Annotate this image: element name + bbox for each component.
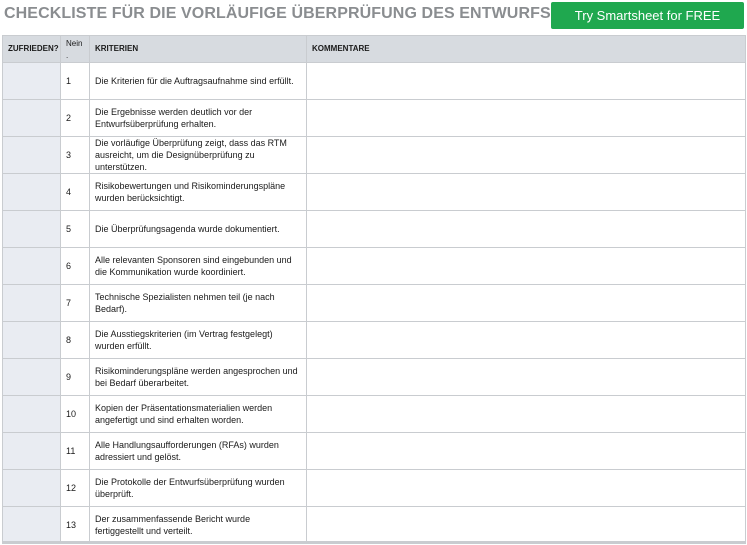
comment-cell[interactable] [307, 433, 746, 470]
row-number: 12 [61, 470, 90, 507]
criterion-text: Alle relevanten Sponsoren sind eingebunden und die Kommunikation wurde koordiniert. [90, 248, 307, 285]
comment-cell[interactable] [307, 211, 746, 248]
satisfied-cell[interactable] [3, 100, 61, 137]
comment-cell[interactable] [307, 359, 746, 396]
satisfied-cell[interactable] [3, 470, 61, 507]
table-row [3, 211, 746, 248]
col-header-satisfied: ZUFRIEDEN? [3, 36, 61, 63]
comment-cell[interactable] [307, 174, 746, 211]
table-row [3, 137, 746, 174]
row-number: 5 [61, 211, 90, 248]
row-number: 8 [61, 322, 90, 359]
satisfied-cell[interactable] [3, 359, 61, 396]
satisfied-cell[interactable] [3, 137, 61, 174]
checklist-table [2, 35, 746, 544]
row-number: 1 [61, 63, 90, 100]
comment-cell[interactable] [307, 100, 746, 137]
row-number: 10 [61, 396, 90, 433]
page-title: CHECKLISTE FÜR DIE VORLÄUFIGE ÜBERPRÜFUNG DES ENTWURFS [4, 5, 551, 22]
satisfied-cell[interactable] [3, 174, 61, 211]
criterion-text: Risikobewertungen und Risikominderungspläne wurden berücksichtigt. [90, 174, 307, 211]
table-row [3, 248, 746, 285]
criterion-text: Die Protokolle der Entwurfsüberprüfung wurden überprüft. [90, 470, 307, 507]
criterion-text: Technische Spezialisten nehmen teil (je nach Bedarf). [90, 285, 307, 322]
table-row [3, 433, 746, 470]
table-row [3, 285, 746, 322]
col-header-comments: KOMMENTARE [307, 36, 746, 63]
table-row [3, 174, 746, 211]
row-number: 4 [61, 174, 90, 211]
col-header-number: Nein . [61, 36, 90, 63]
satisfied-cell[interactable] [3, 322, 61, 359]
col-header-criteria: KRITERIEN [90, 36, 307, 63]
criterion-text: Kopien der Präsentationsmaterialien werden angefertigt und sind erhalten worden. [90, 396, 307, 433]
table-row [3, 322, 746, 359]
criterion-text: Alle Handlungsaufforderungen (RFAs) wurden adressiert und gelöst. [90, 433, 307, 470]
table-row [3, 470, 746, 507]
comment-cell[interactable] [307, 137, 746, 174]
criterion-text: Der zusammenfassende Bericht wurde fertiggestellt und verteilt. [90, 507, 307, 544]
satisfied-cell[interactable] [3, 285, 61, 322]
header-row [3, 36, 746, 63]
comment-cell[interactable] [307, 396, 746, 433]
row-number: 13 [61, 507, 90, 544]
row-number: 6 [61, 248, 90, 285]
comment-cell[interactable] [307, 248, 746, 285]
row-number: 7 [61, 285, 90, 322]
table-bottom-border [2, 541, 745, 543]
criterion-text: Die Überprüfungsagenda wurde dokumentiert. [90, 211, 307, 248]
satisfied-cell[interactable] [3, 63, 61, 100]
criterion-text: Die vorläufige Überprüfung zeigt, dass das RTM ausreicht, um die Designüberprüfung zu unterstützen. [90, 137, 307, 174]
table-row [3, 63, 746, 100]
satisfied-cell[interactable] [3, 248, 61, 285]
row-number: 3 [61, 137, 90, 174]
table-row [3, 396, 746, 433]
comment-cell[interactable] [307, 285, 746, 322]
table-row [3, 359, 746, 396]
try-smartsheet-button[interactable]: Try Smartsheet for FREE [551, 2, 744, 29]
table-row [3, 507, 746, 544]
row-number: 2 [61, 100, 90, 137]
criterion-text: Die Kriterien für die Auftragsaufnahme sind erfüllt. [90, 63, 307, 100]
comment-cell[interactable] [307, 470, 746, 507]
satisfied-cell[interactable] [3, 396, 61, 433]
criterion-text: Risikominderungspläne werden angesprochen und bei Bedarf überarbeitet. [90, 359, 307, 396]
satisfied-cell[interactable] [3, 433, 61, 470]
criterion-text: Die Ergebnisse werden deutlich vor der Entwurfsüberprüfung erhalten. [90, 100, 307, 137]
comment-cell[interactable] [307, 322, 746, 359]
satisfied-cell[interactable] [3, 211, 61, 248]
row-number: 11 [61, 433, 90, 470]
table-row [3, 100, 746, 137]
row-number: 9 [61, 359, 90, 396]
satisfied-cell[interactable] [3, 507, 61, 544]
criterion-text: Die Ausstiegskriterien (im Vertrag festgelegt) wurden erfüllt. [90, 322, 307, 359]
comment-cell[interactable] [307, 507, 746, 544]
comment-cell[interactable] [307, 63, 746, 100]
